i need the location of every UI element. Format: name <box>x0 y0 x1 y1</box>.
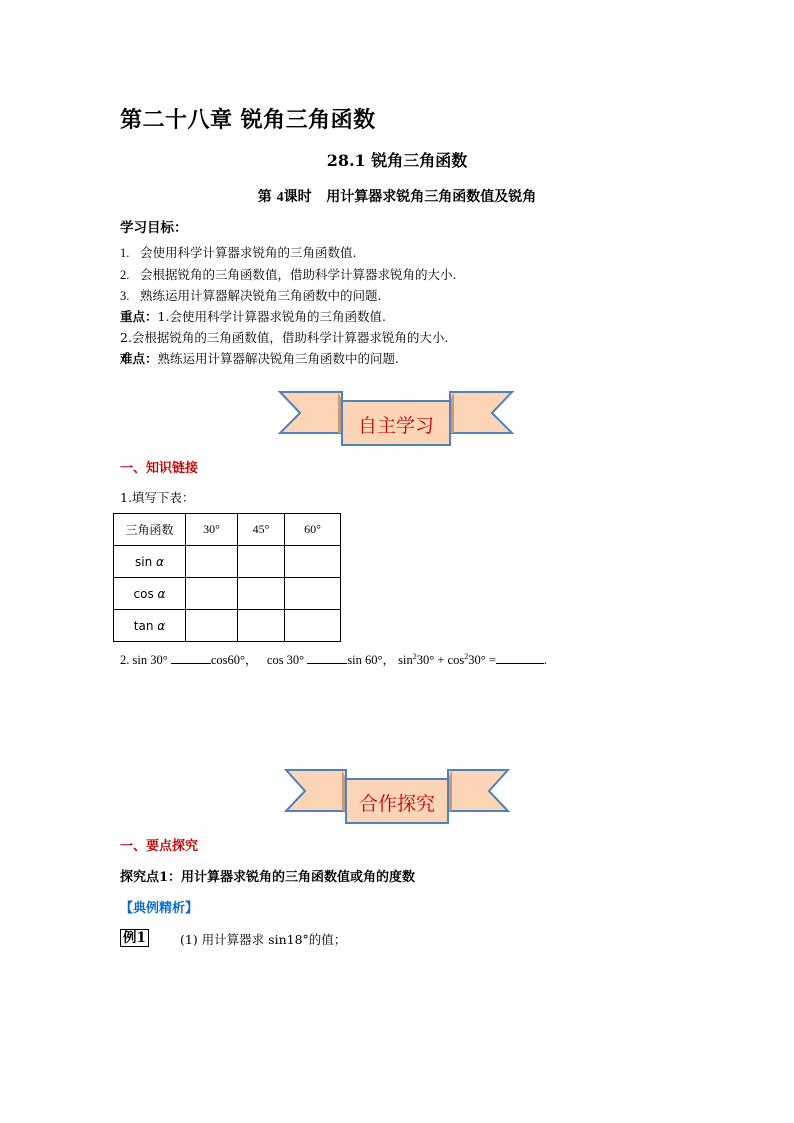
goal-text: 会使用科学计算器求锐角的三角函数值. <box>140 245 357 260</box>
goal-item <box>120 286 381 304</box>
table-cell[interactable] <box>186 610 238 642</box>
self-study-banner <box>278 389 514 447</box>
table-header-row <box>114 514 341 546</box>
example-label: 例1 <box>120 929 149 947</box>
goals-heading: 学习目标： <box>120 220 188 236</box>
key-point-1: 1.会使用科学计算器求锐角的三角函数值. <box>157 309 386 324</box>
question-2: 2. sin 30° cos60°， cos 30° sin 60°， $\sin^230^\circ + \cos^230^\circ$ = . <box>120 651 548 667</box>
row-label: tan α <box>114 610 186 642</box>
explore-point-1: 探究点1：用计算器求锐角的三角函数值或角的度数 <box>120 870 416 885</box>
table-cell[interactable] <box>238 610 285 642</box>
key-point-line <box>120 307 386 325</box>
goal-number: 2. <box>120 268 130 282</box>
difficulty-line <box>120 349 399 367</box>
table-header-cell: 60° <box>285 514 341 546</box>
cooperative-explore-banner <box>284 767 510 825</box>
key-point-2: 2.会根据锐角的三角函数值，借助科学计算器求锐角的大小. <box>120 330 449 345</box>
goal-item <box>120 243 356 261</box>
lesson-suffix: 课时 <box>283 189 312 205</box>
banner-title: 合作探究 <box>358 793 435 815</box>
lesson-title <box>0 186 794 206</box>
answer-blank[interactable] <box>496 652 544 664</box>
goal-number: 1. <box>120 246 130 260</box>
table-cell[interactable] <box>285 578 341 610</box>
table-cell[interactable] <box>186 546 238 578</box>
goal-text: 会根据锐角的三角函数值，借助科学计算器求锐角的大小. <box>140 267 457 282</box>
goal-number: 3. <box>120 289 130 303</box>
chapter-title: 第二十八章 锐角三角函数 <box>120 107 376 133</box>
table-cell[interactable] <box>238 546 285 578</box>
answer-blank[interactable] <box>307 652 347 664</box>
table-header-cell: 30° <box>186 514 238 546</box>
key-explore-heading: 一、要点探究 <box>120 839 199 854</box>
goal-item <box>120 265 456 283</box>
key-point-label: 重点： <box>120 309 158 324</box>
table-cell[interactable] <box>285 610 341 642</box>
lesson-prefix: 第 <box>257 189 272 205</box>
question-1: 1.填写下表： <box>120 490 195 505</box>
example-analysis-heading: 【典例精析】 <box>120 901 199 916</box>
difficulty-text: 熟练运用计算器解决锐角三角函数中的问题. <box>157 351 399 366</box>
row-label: cos α <box>114 578 186 610</box>
knowledge-link-heading: 一、知识链接 <box>120 461 199 476</box>
lesson-number: 4 <box>276 190 284 205</box>
table-cell[interactable] <box>186 578 238 610</box>
row-label: sin α <box>114 546 186 578</box>
table-row <box>114 578 341 610</box>
table-header-cell: 45° <box>238 514 285 546</box>
banner-title: 自主学习 <box>357 415 434 437</box>
table-header-cell: 三角函数 <box>114 514 186 546</box>
table-cell[interactable] <box>285 546 341 578</box>
trig-table <box>113 513 341 642</box>
example-question: (1) 用计算器求 sin18°的值； <box>180 932 347 947</box>
table-row <box>114 610 341 642</box>
table-cell[interactable] <box>238 578 285 610</box>
goal-text: 熟练运用计算器解决锐角三角函数中的问题. <box>140 288 382 303</box>
answer-blank[interactable] <box>171 652 211 664</box>
section-title: 28.1 锐角三角函数 <box>326 151 468 170</box>
table-row <box>114 546 341 578</box>
difficulty-label: 难点： <box>120 351 158 366</box>
lesson-subject: 用计算器求锐角三角函数值及锐角 <box>326 189 537 205</box>
